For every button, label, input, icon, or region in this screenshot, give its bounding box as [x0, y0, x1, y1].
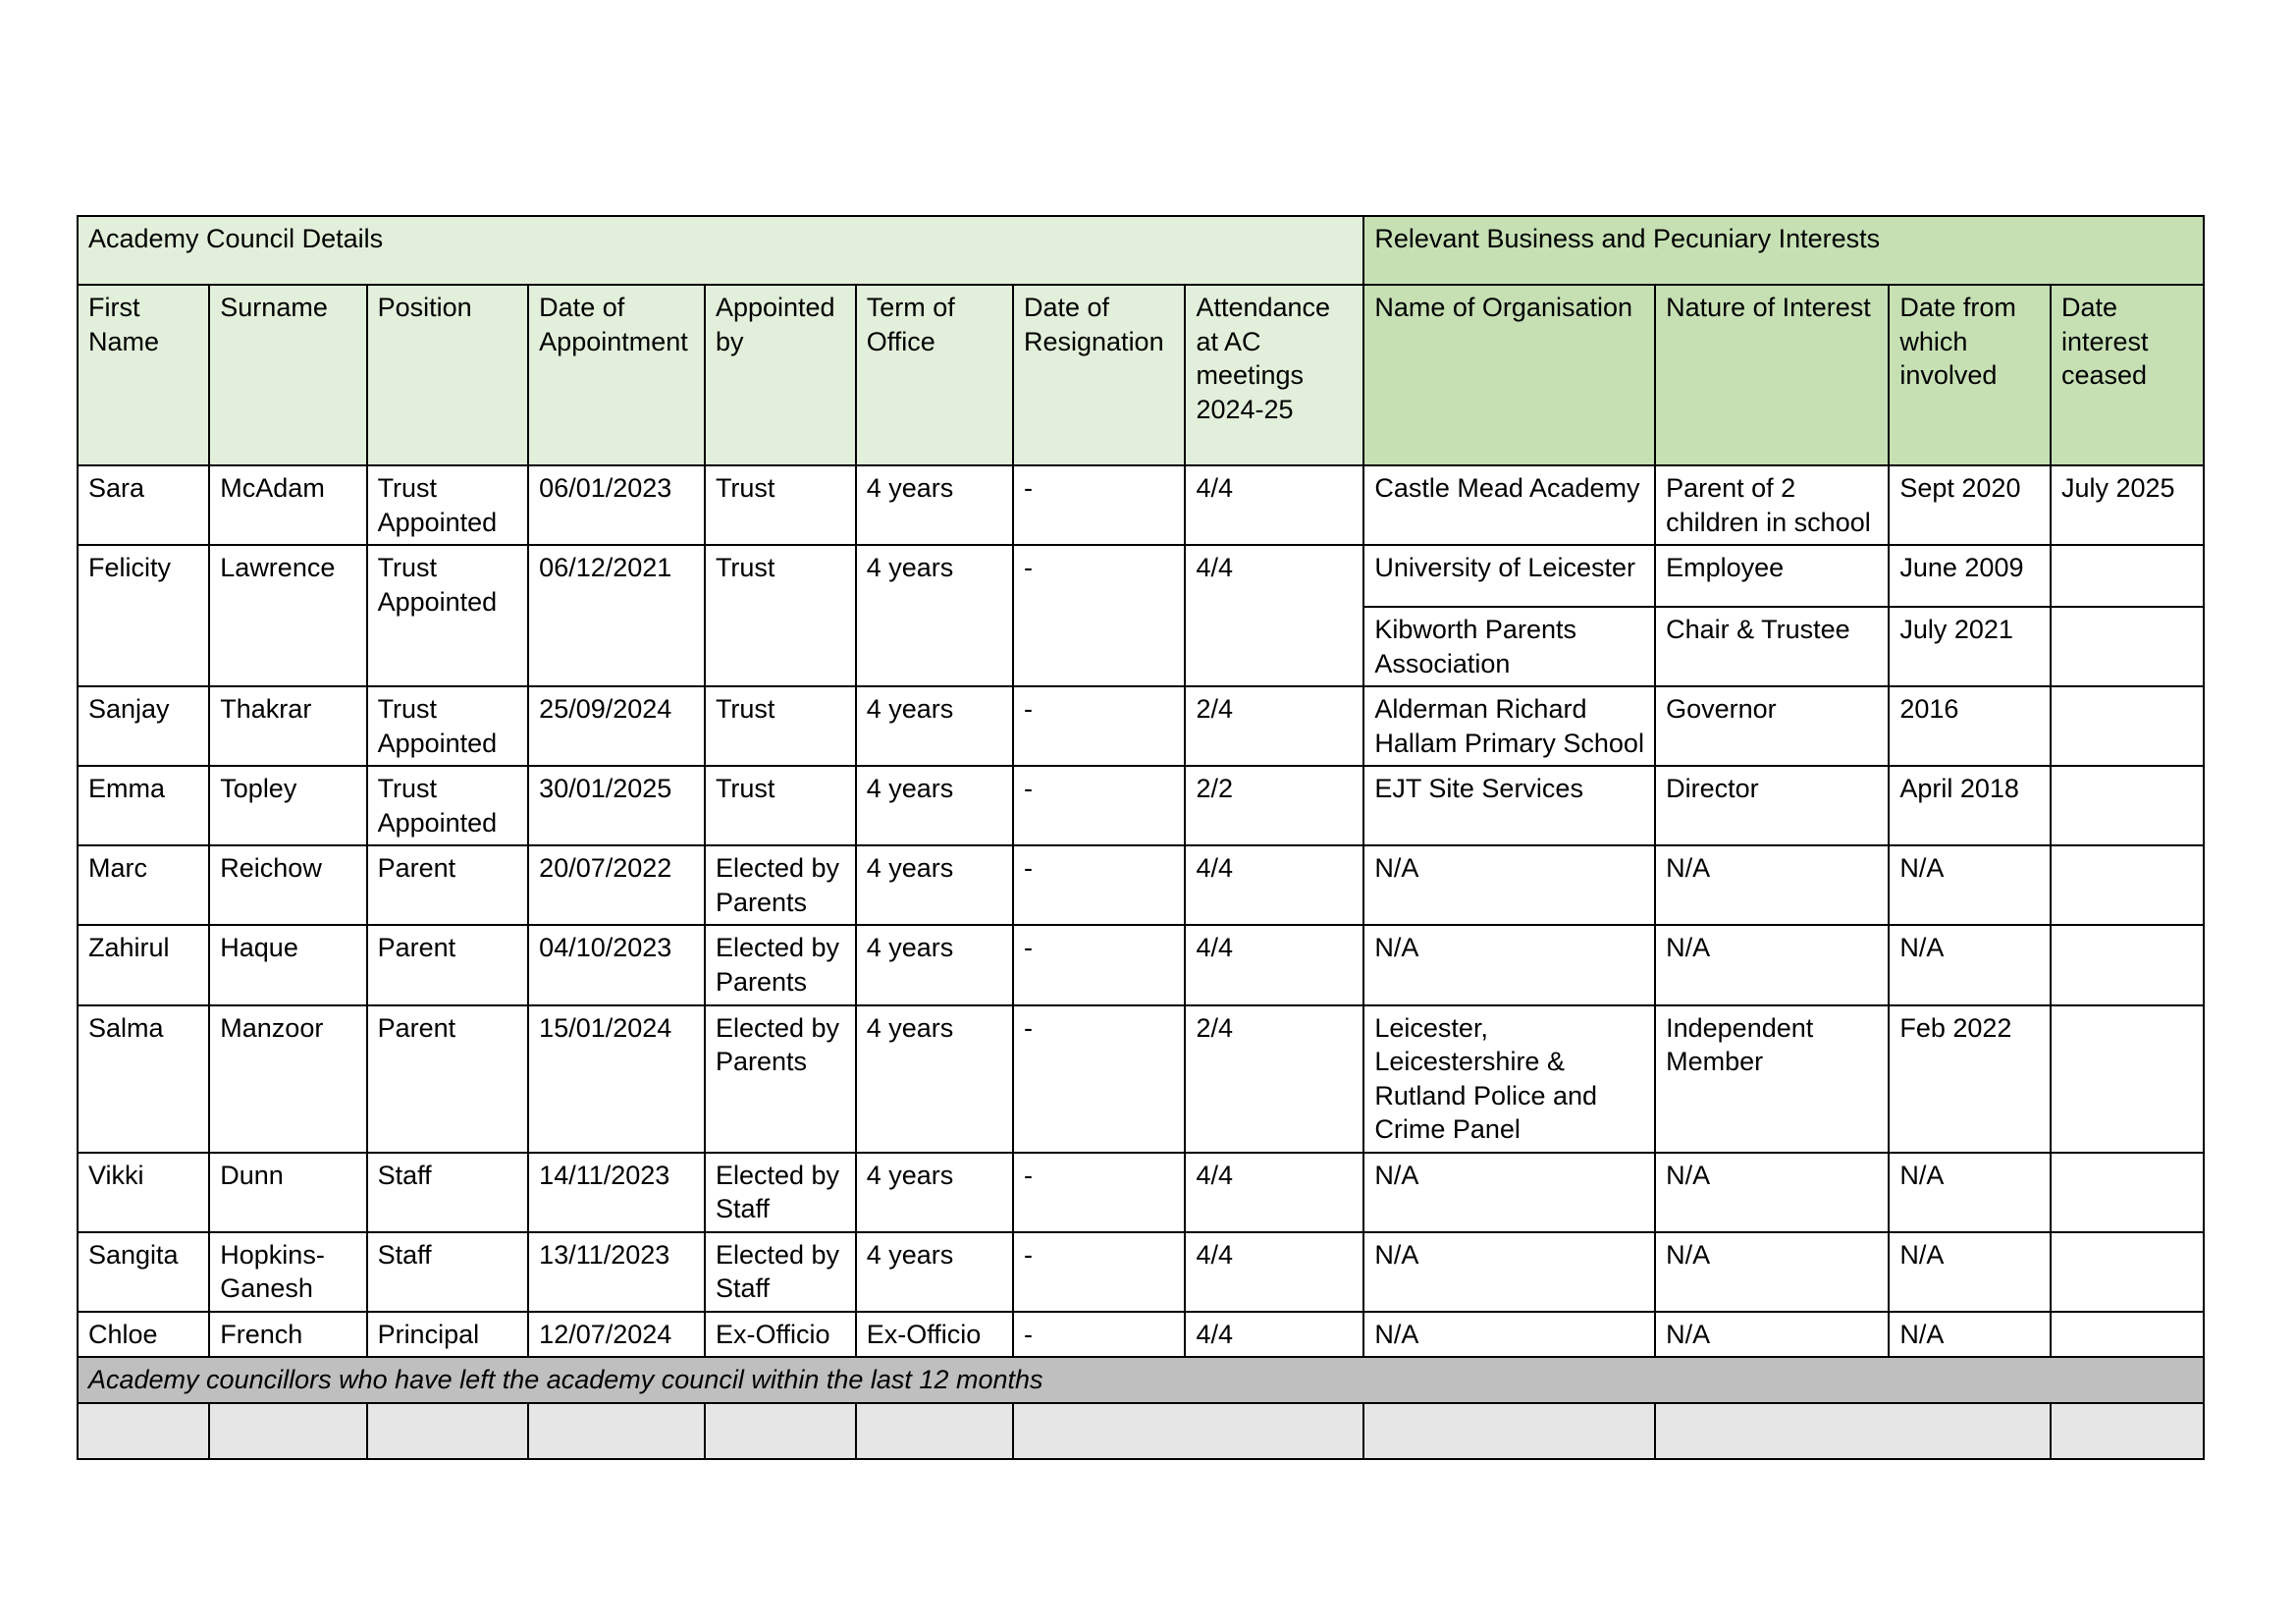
cell-nature-of-interest: Chair & Trustee — [1655, 607, 1889, 686]
header-first-name: First Name — [78, 285, 209, 465]
cell-term-of-office: 4 years — [856, 1005, 1013, 1153]
header-term-of-office: Term of Office — [856, 285, 1013, 465]
cell-position: Trust Appointed — [367, 766, 529, 845]
cell-date-from: June 2009 — [1889, 545, 2051, 607]
cell-organisation: Castle Mead Academy — [1363, 465, 1655, 545]
councillor-row-chloe — [78, 1312, 2204, 1358]
cell-date-ceased: July 2025 — [2051, 465, 2204, 545]
cell-attendance: 2/2 — [1185, 766, 1363, 845]
councillor-row-felicity-1 — [78, 545, 2204, 607]
cell-date-of-resignation: - — [1013, 766, 1185, 845]
cell-date-from: N/A — [1889, 1312, 2051, 1358]
councillor-row-zahirul — [78, 925, 2204, 1004]
cell-surname: Reichow — [209, 845, 366, 925]
cell-position: Staff — [367, 1153, 529, 1232]
cell-appointed-by: Trust — [705, 766, 856, 845]
cell-first-name: Emma — [78, 766, 209, 845]
cell-position: Parent — [367, 1005, 529, 1153]
cell-date-ceased — [2051, 766, 2204, 845]
cell-nature-of-interest: Independent Member — [1655, 1005, 1889, 1153]
cell-date-ceased — [2051, 1153, 2204, 1232]
cell-date-of-appointment: 06/01/2023 — [528, 465, 705, 545]
cell-organisation: Alderman Richard Hallam Primary School — [1363, 686, 1655, 766]
cell-nature-of-interest: N/A — [1655, 1312, 1889, 1358]
cell-date-of-resignation: - — [1013, 925, 1185, 1004]
cell-date-of-resignation: - — [1013, 545, 1185, 686]
cell-term-of-office: 4 years — [856, 465, 1013, 545]
cell-appointed-by: Elected by Parents — [705, 1005, 856, 1153]
column-header-row — [78, 285, 2204, 465]
cell-surname: Manzoor — [209, 1005, 366, 1153]
cell-attendance: 4/4 — [1185, 1312, 1363, 1358]
cell-nature-of-interest: N/A — [1655, 1153, 1889, 1232]
empty-cell-2 — [209, 1403, 366, 1459]
cell-organisation: Leicester, Leicestershire & Rutland Police and Crime Panel — [1363, 1005, 1655, 1153]
cell-date-of-resignation: - — [1013, 465, 1185, 545]
cell-nature-of-interest: N/A — [1655, 845, 1889, 925]
cell-first-name: Sara — [78, 465, 209, 545]
cell-date-of-appointment: 13/11/2023 — [528, 1232, 705, 1312]
cell-date-ceased — [2051, 845, 2204, 925]
councillor-row-sanjay — [78, 686, 2204, 766]
cell-nature-of-interest: Employee — [1655, 545, 1889, 607]
councillor-row-salma — [78, 1005, 2204, 1153]
cell-term-of-office: 4 years — [856, 686, 1013, 766]
cell-attendance: 4/4 — [1185, 925, 1363, 1004]
empty-cell-8 — [1363, 1403, 1655, 1459]
cell-appointed-by: Elected by Staff — [705, 1232, 856, 1312]
cell-date-ceased — [2051, 686, 2204, 766]
cell-date-of-appointment: 30/01/2025 — [528, 766, 705, 845]
cell-first-name: Marc — [78, 845, 209, 925]
empty-cell-10 — [2051, 1403, 2204, 1459]
cell-date-from: July 2021 — [1889, 607, 2051, 686]
cell-position: Trust Appointed — [367, 545, 529, 686]
cell-appointed-by: Trust — [705, 465, 856, 545]
cell-organisation: University of Leicester — [1363, 545, 1655, 607]
cell-date-of-resignation: - — [1013, 1005, 1185, 1153]
cell-attendance: 4/4 — [1185, 1153, 1363, 1232]
cell-attendance: 2/4 — [1185, 686, 1363, 766]
empty-cell-1 — [78, 1403, 209, 1459]
cell-date-of-appointment: 12/07/2024 — [528, 1312, 705, 1358]
cell-nature-of-interest: N/A — [1655, 1232, 1889, 1312]
cell-date-of-resignation: - — [1013, 1153, 1185, 1232]
cell-position: Principal — [367, 1312, 529, 1358]
cell-nature-of-interest: Director — [1655, 766, 1889, 845]
cell-date-of-appointment: 20/07/2022 — [528, 845, 705, 925]
cell-nature-of-interest: Governor — [1655, 686, 1889, 766]
cell-first-name: Chloe — [78, 1312, 209, 1358]
cell-date-ceased — [2051, 1005, 2204, 1153]
cell-date-of-resignation: - — [1013, 686, 1185, 766]
cell-surname: Dunn — [209, 1153, 366, 1232]
cell-date-from: N/A — [1889, 845, 2051, 925]
cell-appointed-by: Elected by Parents — [705, 845, 856, 925]
councillor-row-sara — [78, 465, 2204, 545]
header-attendance: Attendance at AC meetings 2024-25 — [1185, 285, 1363, 465]
cell-position: Parent — [367, 925, 529, 1004]
cell-date-from: N/A — [1889, 1232, 2051, 1312]
cell-date-ceased — [2051, 545, 2204, 607]
cell-date-of-resignation: - — [1013, 1312, 1185, 1358]
cell-date-from: April 2018 — [1889, 766, 2051, 845]
header-date-ceased: Date interest ceased — [2051, 285, 2204, 465]
cell-term-of-office: 4 years — [856, 1232, 1013, 1312]
header-date-of-appointment: Date of Appointment — [528, 285, 705, 465]
cell-position: Staff — [367, 1232, 529, 1312]
empty-cell-4 — [528, 1403, 705, 1459]
cell-date-of-appointment: 15/01/2024 — [528, 1005, 705, 1153]
cell-first-name: Vikki — [78, 1153, 209, 1232]
empty-cell-7 — [1013, 1403, 1363, 1459]
cell-attendance: 4/4 — [1185, 465, 1363, 545]
cell-organisation: N/A — [1363, 1232, 1655, 1312]
section-header-council: Academy Council Details — [78, 216, 1363, 285]
cell-organisation: EJT Site Services — [1363, 766, 1655, 845]
cell-date-of-appointment: 14/11/2023 — [528, 1153, 705, 1232]
cell-date-ceased — [2051, 1232, 2204, 1312]
cell-term-of-office: Ex-Officio — [856, 1312, 1013, 1358]
cell-organisation: N/A — [1363, 845, 1655, 925]
cell-surname: Thakrar — [209, 686, 366, 766]
cell-date-from: 2016 — [1889, 686, 2051, 766]
cell-organisation: N/A — [1363, 925, 1655, 1004]
cell-surname: McAdam — [209, 465, 366, 545]
header-position: Position — [367, 285, 529, 465]
cell-term-of-office: 4 years — [856, 766, 1013, 845]
cell-date-of-appointment: 25/09/2024 — [528, 686, 705, 766]
section-header-interests: Relevant Business and Pecuniary Interests — [1363, 216, 2204, 285]
cell-surname: Haque — [209, 925, 366, 1004]
cell-first-name: Felicity — [78, 545, 209, 686]
cell-date-ceased — [2051, 1312, 2204, 1358]
cell-organisation: Kibworth Parents Association — [1363, 607, 1655, 686]
cell-term-of-office: 4 years — [856, 845, 1013, 925]
cell-position: Parent — [367, 845, 529, 925]
cell-first-name: Sanjay — [78, 686, 209, 766]
cell-appointed-by: Elected by Staff — [705, 1153, 856, 1232]
academy-council-table — [77, 215, 2205, 1460]
cell-surname: Topley — [209, 766, 366, 845]
councillor-row-sangita — [78, 1232, 2204, 1312]
cell-first-name: Salma — [78, 1005, 209, 1153]
table-body — [78, 216, 2204, 1459]
empty-cell-6 — [856, 1403, 1013, 1459]
cell-surname: French — [209, 1312, 366, 1358]
cell-first-name: Sangita — [78, 1232, 209, 1312]
header-surname: Surname — [209, 285, 366, 465]
cell-surname: Hopkins-Ganesh — [209, 1232, 366, 1312]
cell-term-of-office: 4 years — [856, 925, 1013, 1004]
cell-date-from: N/A — [1889, 925, 2051, 1004]
cell-date-from: N/A — [1889, 1153, 2051, 1232]
cell-term-of-office: 4 years — [856, 1153, 1013, 1232]
cell-attendance: 4/4 — [1185, 545, 1363, 686]
councillor-row-marc — [78, 845, 2204, 925]
cell-nature-of-interest: N/A — [1655, 925, 1889, 1004]
cell-attendance: 4/4 — [1185, 1232, 1363, 1312]
cell-appointed-by: Ex-Officio — [705, 1312, 856, 1358]
section-header-row — [78, 216, 2204, 285]
leavers-empty-row — [78, 1403, 2204, 1459]
header-organisation: Name of Organisation — [1363, 285, 1655, 465]
cell-first-name: Zahirul — [78, 925, 209, 1004]
header-appointed-by: Appointed by — [705, 285, 856, 465]
cell-attendance: 4/4 — [1185, 845, 1363, 925]
cell-position: Trust Appointed — [367, 465, 529, 545]
header-nature-of-interest: Nature of Interest — [1655, 285, 1889, 465]
leavers-band-row — [78, 1357, 2204, 1403]
councillor-row-vikki — [78, 1153, 2204, 1232]
cell-date-of-resignation: - — [1013, 1232, 1185, 1312]
cell-date-ceased — [2051, 925, 2204, 1004]
cell-date-of-appointment: 04/10/2023 — [528, 925, 705, 1004]
cell-date-from: Feb 2022 — [1889, 1005, 2051, 1153]
cell-date-of-resignation: - — [1013, 845, 1185, 925]
cell-appointed-by: Elected by Parents — [705, 925, 856, 1004]
cell-position: Trust Appointed — [367, 686, 529, 766]
empty-cell-5 — [705, 1403, 856, 1459]
cell-date-ceased — [2051, 607, 2204, 686]
cell-date-of-appointment: 06/12/2021 — [528, 545, 705, 686]
cell-nature-of-interest: Parent of 2 children in school — [1655, 465, 1889, 545]
cell-organisation: N/A — [1363, 1312, 1655, 1358]
empty-cell-9 — [1655, 1403, 2051, 1459]
leavers-band-label: Academy councillors who have left the academy council within the last 12 months — [78, 1357, 2204, 1403]
header-date-of-resignation: Date of Resignation — [1013, 285, 1185, 465]
cell-appointed-by: Trust — [705, 545, 856, 686]
cell-date-from: Sept 2020 — [1889, 465, 2051, 545]
cell-term-of-office: 4 years — [856, 545, 1013, 686]
cell-organisation: N/A — [1363, 1153, 1655, 1232]
cell-surname: Lawrence — [209, 545, 366, 686]
header-date-from: Date from which involved — [1889, 285, 2051, 465]
councillor-row-emma — [78, 766, 2204, 845]
empty-cell-3 — [367, 1403, 529, 1459]
cell-appointed-by: Trust — [705, 686, 856, 766]
cell-attendance: 2/4 — [1185, 1005, 1363, 1153]
